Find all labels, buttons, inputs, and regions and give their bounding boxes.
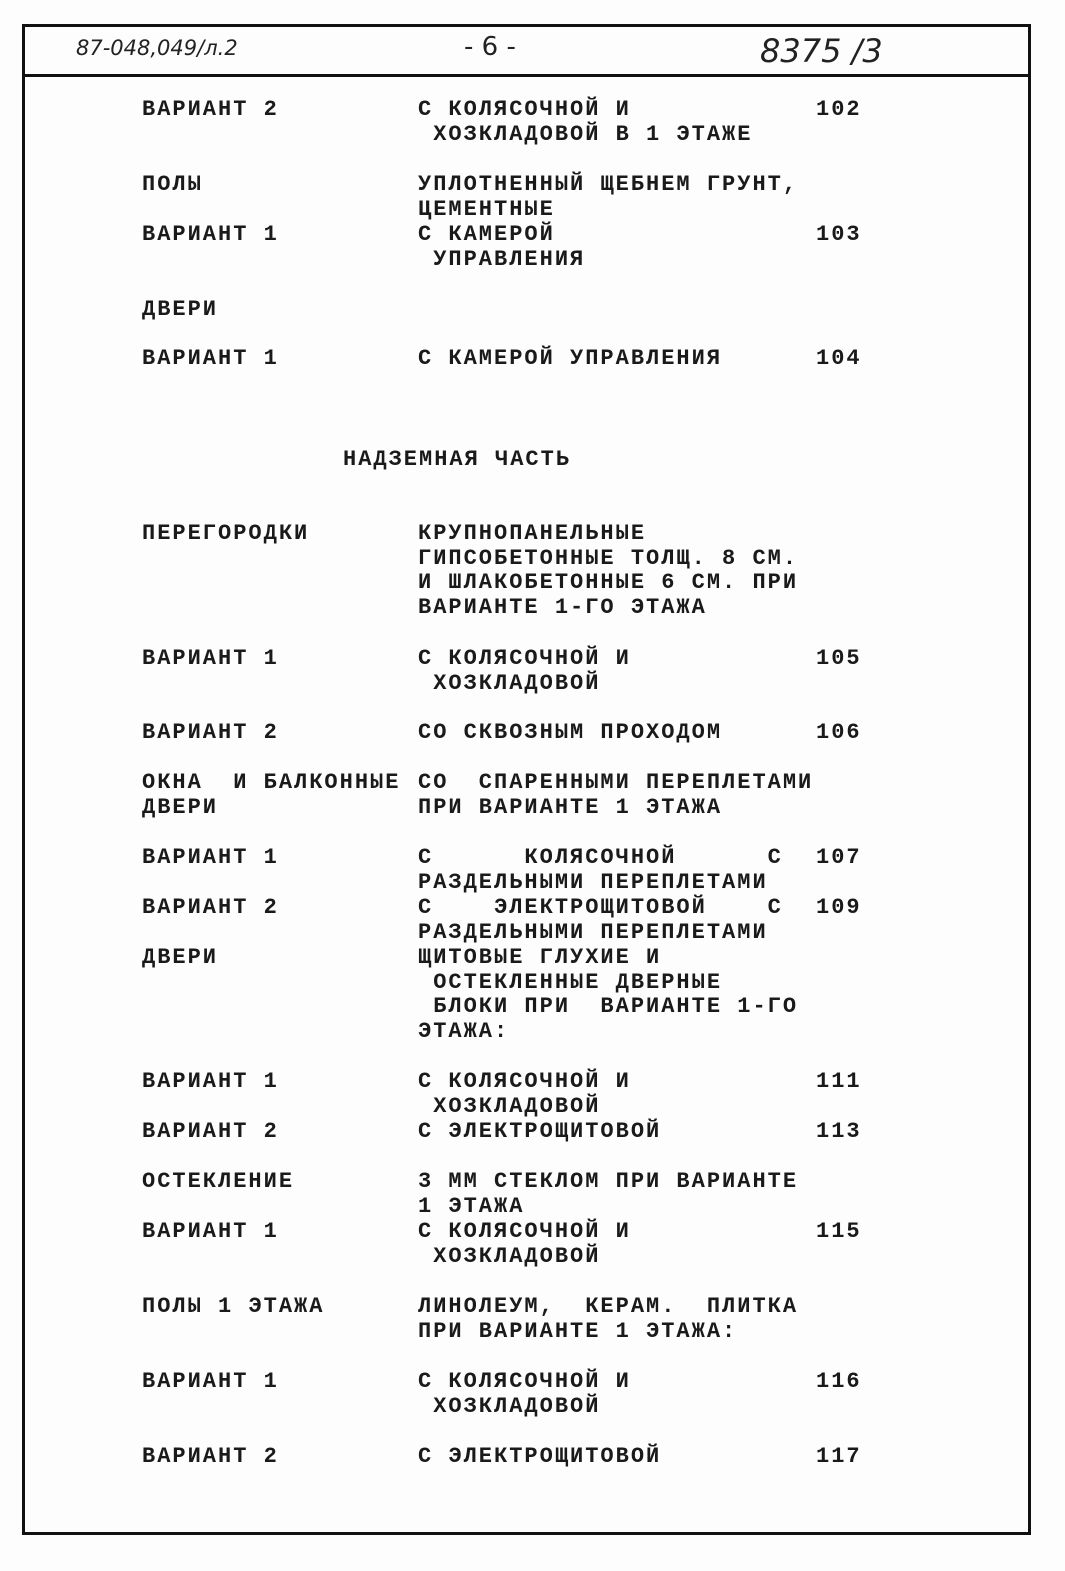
section-heading: НАДЗЕМНАЯ ЧАСТЬ	[343, 447, 572, 472]
row-description: С КАМЕРОЙ УПРАВЛЕНИЯ	[418, 346, 723, 371]
row-label: ВАРИАНТ 2	[142, 1444, 279, 1469]
row-label: ДВЕРИ	[142, 297, 219, 322]
row-description: С КОЛЯСОЧНОЙ И ХОЗКЛАДОВОЙ	[418, 646, 631, 696]
sheet-number: 117	[816, 1444, 862, 1469]
row-description: УПЛОТНЕННЫЙ ЩЕБНЕМ ГРУНТ, ЦЕМЕНТНЫЕ	[418, 172, 799, 222]
sheet-number: 111	[816, 1069, 862, 1094]
page-number: - 6 -	[464, 32, 516, 62]
sheet-number: 105	[816, 646, 862, 671]
row-label: ОСТЕКЛЕНИЕ	[142, 1169, 295, 1194]
row-label: ПОЛЫ	[142, 172, 203, 197]
sheet-number: 113	[816, 1119, 862, 1144]
row-description: КРУПНОПАНЕЛЬНЫЕ ГИПСОБЕТОННЫЕ ТОЛЩ. 8 СМ. И ШЛАКОБЕТОННЫЕ 6 СМ. ПРИ ВАРИАНТЕ 1-ГО ЭТАЖА	[418, 521, 799, 620]
row-label: ВАРИАНТ 2	[142, 720, 279, 745]
row-description: СО СПАРЕННЫМИ ПЕРЕПЛЕТАМИ ПРИ ВАРИАНТЕ 1 ЭТАЖА	[418, 770, 814, 820]
row-description: С КОЛЯСОЧНОЙ И ХОЗКЛАДОВОЙ	[418, 1069, 631, 1119]
row-description: СО СКВОЗНЫМ ПРОХОДОМ	[418, 720, 723, 745]
sheet-number: 104	[816, 346, 862, 371]
doc-code: 87-048,049/л.2	[76, 36, 238, 60]
row-label: ВАРИАНТ 1	[142, 646, 279, 671]
row-description: ЩИТОВЫЕ ГЛУХИЕ И ОСТЕКЛЕННЫЕ ДВЕРНЫЕ БЛОКИ ПРИ ВАРИАНТЕ 1-ГО ЭТАЖА:	[418, 945, 799, 1044]
row-description: ЛИНОЛЕУМ, КЕРАМ. ПЛИТКА ПРИ ВАРИАНТЕ 1 ЭТАЖА:	[418, 1294, 799, 1344]
row-label: ВАРИАНТ 1	[142, 346, 279, 371]
row-description: С КОЛЯСОЧНОЙ С РАЗДЕЛЬНЫМИ ПЕРЕПЛЕТАМИ	[418, 845, 783, 895]
sheet-number: 106	[816, 720, 862, 745]
inventory-number: 8375 /3	[760, 32, 883, 70]
row-label: ПОЛЫ 1 ЭТАЖА	[142, 1294, 325, 1319]
row-label: ВАРИАНТ 1	[142, 1219, 279, 1244]
row-description: С КАМЕРОЙ УПРАВЛЕНИЯ	[418, 222, 586, 272]
row-label: ВАРИАНТ 2	[142, 97, 279, 122]
row-description: С ЭЛЕКТРОЩИТОВОЙ С РАЗДЕЛЬНЫМИ ПЕРЕПЛЕТАМИ	[418, 895, 783, 945]
row-label: ОКНА И БАЛКОННЫЕ ДВЕРИ	[142, 770, 401, 820]
row-description: С КОЛЯСОЧНОЙ И ХОЗКЛАДОВОЙ В 1 ЭТАЖЕ	[418, 97, 753, 147]
row-label: ВАРИАНТ 1	[142, 1069, 279, 1094]
header-divider	[22, 74, 1031, 77]
sheet-number: 103	[816, 222, 862, 247]
row-label: ДВЕРИ	[142, 945, 219, 970]
row-description: 3 ММ СТЕКЛОМ ПРИ ВАРИАНТЕ 1 ЭТАЖА	[418, 1169, 799, 1219]
sheet-number: 115	[816, 1219, 862, 1244]
row-description: С ЭЛЕКТРОЩИТОВОЙ	[418, 1119, 662, 1144]
row-description: С КОЛЯСОЧНОЙ И ХОЗКЛАДОВОЙ	[418, 1219, 631, 1269]
sheet-number: 107	[816, 845, 862, 870]
row-label: ВАРИАНТ 1	[142, 845, 279, 870]
row-label: ВАРИАНТ 2	[142, 895, 279, 920]
sheet-number: 109	[816, 895, 862, 920]
row-label: ВАРИАНТ 2	[142, 1119, 279, 1144]
row-label: ПЕРЕГОРОДКИ	[142, 521, 310, 546]
row-description: С ЭЛЕКТРОЩИТОВОЙ	[418, 1444, 662, 1469]
sheet-number: 116	[816, 1369, 862, 1394]
sheet-number: 102	[816, 97, 862, 122]
row-description: С КОЛЯСОЧНОЙ И ХОЗКЛАДОВОЙ	[418, 1369, 631, 1419]
row-label: ВАРИАНТ 1	[142, 1369, 279, 1394]
row-label: ВАРИАНТ 1	[142, 222, 279, 247]
